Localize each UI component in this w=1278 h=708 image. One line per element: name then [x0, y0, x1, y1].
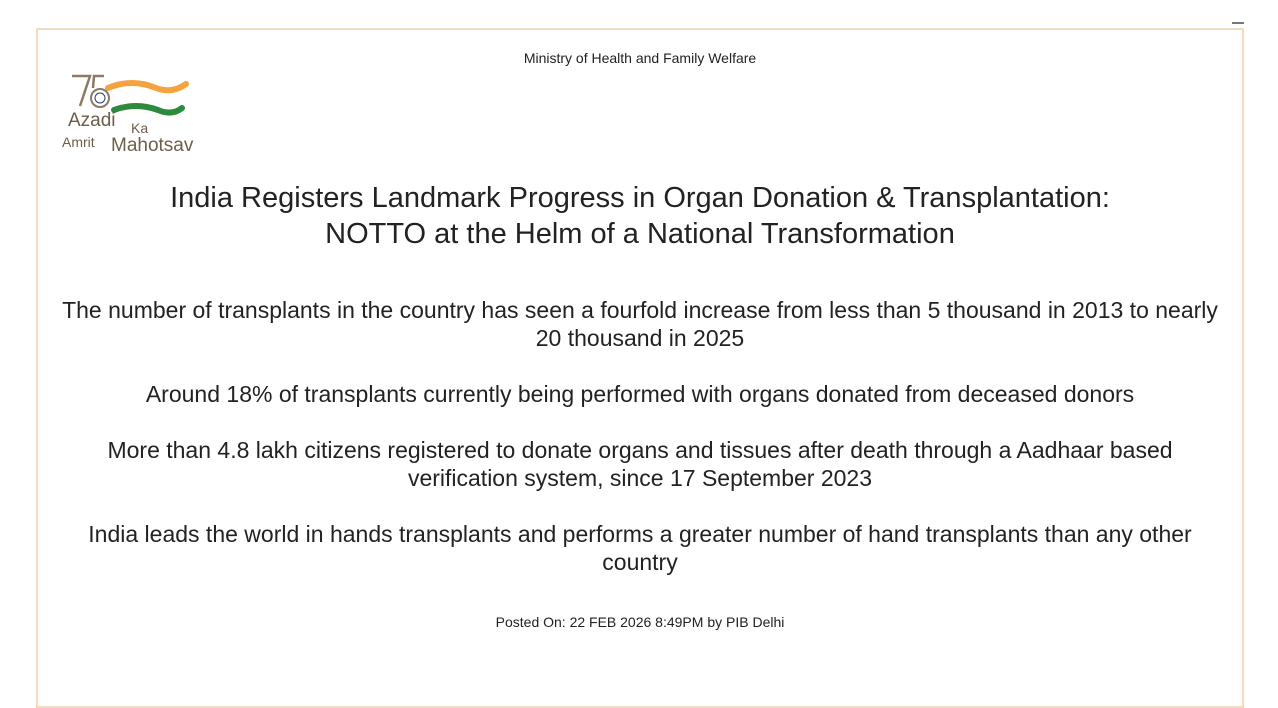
article-title: [58, 180, 1222, 252]
title-line-1: India Registers Landmark Progress in Organ Donation & Transplantation:: [170, 182, 1110, 214]
subheading: More than 4.8 lakh citizens registered to donate organs and tissues after death through a Aadhaar based verification system, since 17 September 2023: [107, 437, 1173, 491]
subheadings: [54, 296, 1226, 604]
truncated-body-text: [56, 656, 1224, 666]
window-minimize-dash: [1232, 22, 1244, 24]
subheading: India leads the world in hands transplants and performs a greater number of hand transplants than any other country: [88, 521, 1192, 575]
logo-ka-text: Ka: [131, 120, 149, 136]
ministry-name: Ministry of Health and Family Welfare: [523, 50, 757, 66]
subheading: The number of transplants in the country has seen a fourfold increase from less than 5 thousand in 2013 to nearly 20 thousand in 2025: [62, 297, 1218, 351]
azadi-ka-amrit-mahotsav-logo: [60, 70, 220, 160]
logo-amrit-text: Amrit: [62, 134, 95, 150]
subheading: Around 18% of transplants currently being performed with organs donated from deceased donors: [145, 381, 1135, 407]
logo-azadi-text: Azadi: [68, 110, 116, 131]
title-line-2: NOTTO at the Helm of a National Transformation: [325, 218, 955, 250]
posted-on: Posted On: 22 FEB 2026 8:49PM by PIB Delhi: [495, 614, 785, 630]
press-release-page: [36, 28, 1244, 708]
logo-mahotsav-text: Mahotsav: [111, 135, 194, 156]
